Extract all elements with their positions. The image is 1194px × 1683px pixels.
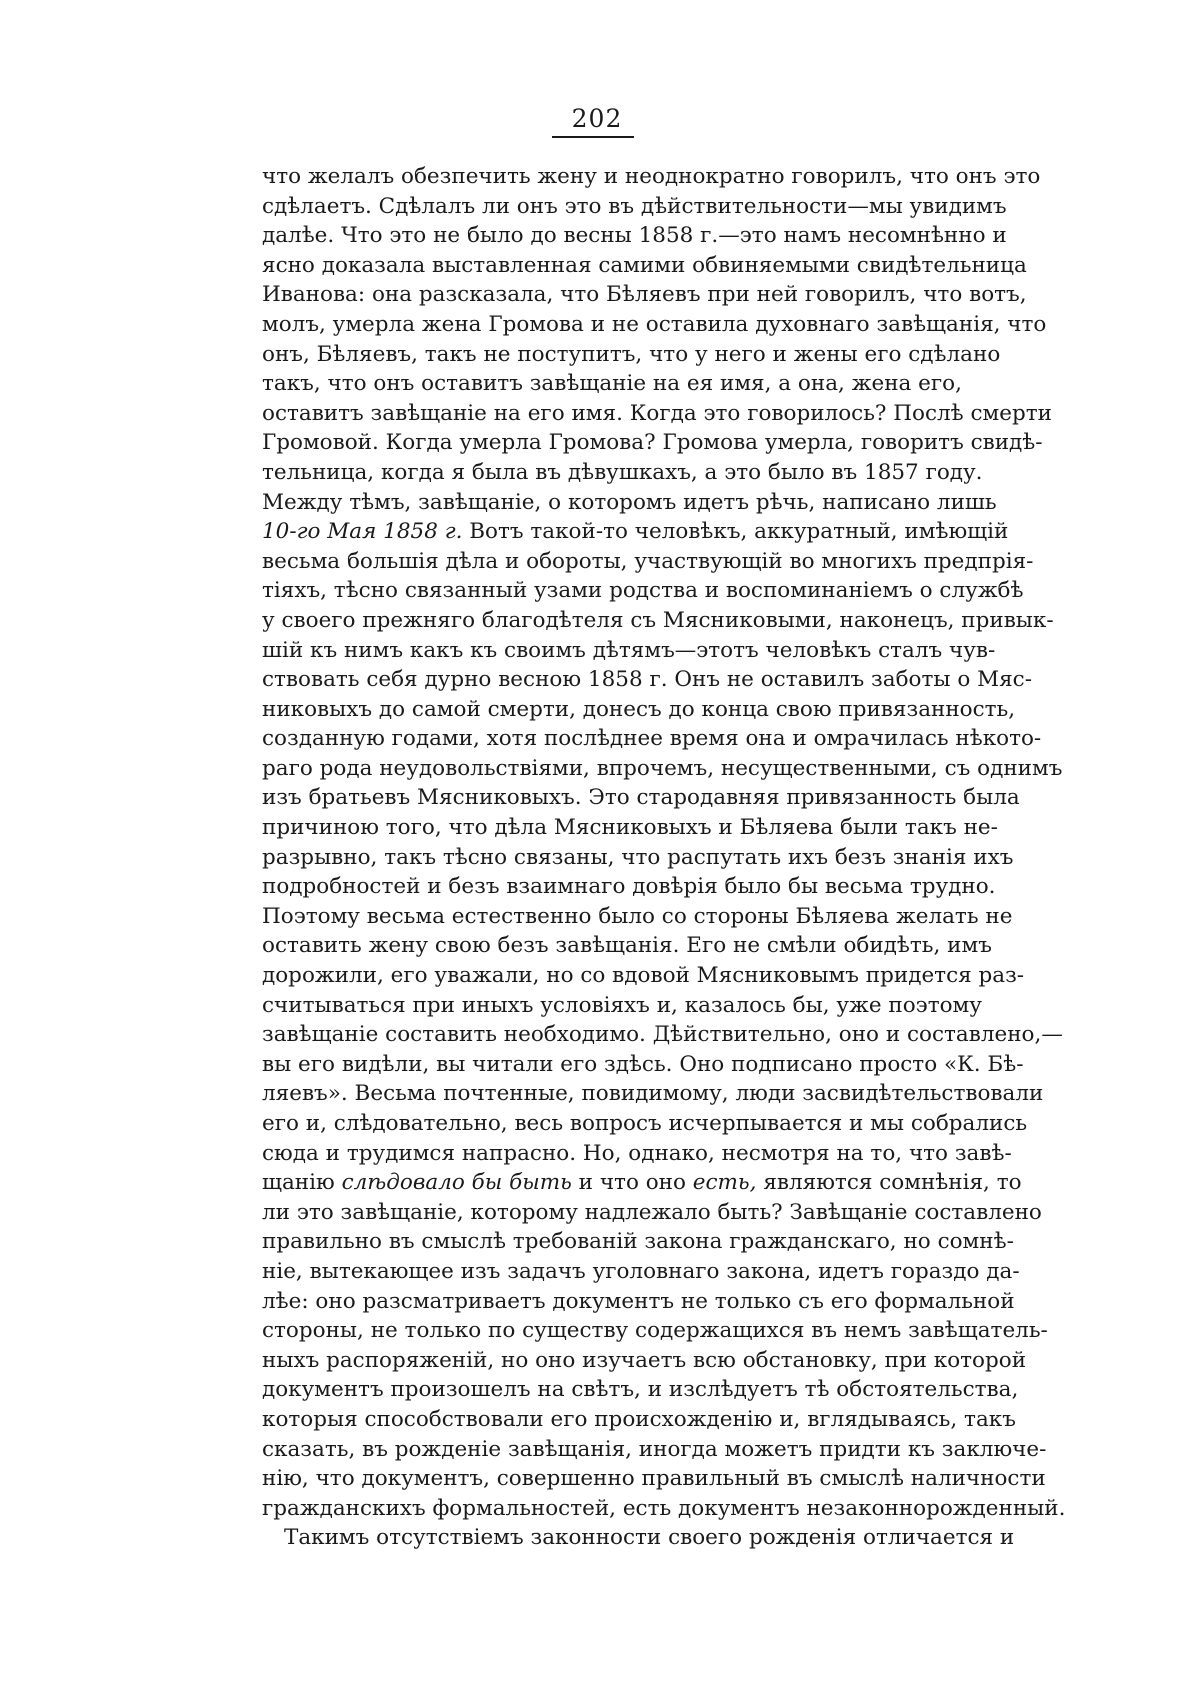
text-line: которыя способствовали его происхожденію и, вглядываясь, такъ [262, 1406, 1016, 1432]
text-line: Иванова: она разсказала, что Бѣляевъ при ней говорилъ, что вотъ, [262, 282, 1027, 308]
text-line: такъ, что онъ оставитъ завѣщаніе на ея имя, а она, жена его, [262, 371, 962, 397]
text-line: ляевъ». Весьма почтенные, повидимому, люди засвидѣтельствовали [262, 1081, 1044, 1107]
text-line: ныхъ распоряженій, но оно изучаетъ всю обстановку, при которой [262, 1347, 1027, 1373]
text-line: стороны, не только по существу содержащихся въ немъ завѣщатель- [262, 1318, 1048, 1344]
text-line: гражданскихъ формальностей, есть документъ незаконнорожденный. [262, 1495, 1066, 1521]
text-line: шій къ нимъ какъ къ своимъ дѣтямъ—этотъ человѣкъ сталъ чув- [262, 637, 996, 663]
text-line: весьма большія дѣла и обороты, участвующій во многихъ предпрія- [262, 548, 1034, 574]
text-line: правильно въ смыслѣ требованій закона гражданскаго, но сомнѣ- [262, 1229, 1014, 1255]
text-line: тіяхъ, тѣсно связанный узами родства и воспоминаніемъ о службѣ [262, 578, 1024, 604]
text-line: нію, что документъ, совершенно правильный въ смыслѣ наличности [262, 1466, 1046, 1492]
text-line: считываться при иныхъ условіяхъ и, казалось бы, уже поэтому [262, 992, 982, 1018]
text-line: созданную годами, хотя послѣднее время она и омрачилась нѣкото- [262, 726, 1042, 752]
italic-emphasis: есть, [692, 1170, 757, 1196]
text-line: у своего прежняго благодѣтеля съ Мясниковыми, наконецъ, привык- [262, 607, 1054, 633]
text-line: сказать, въ рожденіе завѣщанія, иногда можетъ придти къ заключе- [262, 1436, 1047, 1462]
text-line: завѣщаніе составить необходимо. Дѣйствительно, оно и составлено,— [262, 1022, 1063, 1048]
text-line: вы его видѣли, вы читали его здѣсь. Оно подписано просто «К. Бѣ- [262, 1051, 1024, 1077]
text-line: ствовать себя дурно весною 1858 г. Онъ не оставилъ заботы о Мяс- [262, 667, 1032, 693]
text-line: документъ произошелъ на свѣтъ, и изслѣдуетъ тѣ обстоятельства, [262, 1377, 1019, 1403]
text-line: подробностей и безъ взаимнаго довѣрія было бы весьма трудно. [262, 874, 996, 900]
text-line: Такимъ отсутствіемъ законности своего рожденія отличается и [284, 1525, 1015, 1551]
text-line: что желалъ обезпечить жену и неоднократно говорилъ, что онъ это [262, 164, 1041, 189]
text-line: разрывно, такъ тѣсно связаны, что распутать ихъ безъ знанія ихъ [262, 844, 1014, 870]
text-line: никовыхъ до самой смерти, донесъ до конца свою привязанность, [262, 696, 1016, 722]
text-line: оставить жену свою безъ завѣщанія. Его не смѣли обидѣть, имъ [262, 933, 992, 959]
text-line: молъ, умерла жена Громова и не оставила духовнаго завѣщанія, что [262, 311, 1047, 337]
text-line: оставитъ завѣщаніе на его имя. Когда это говорилось? Послѣ смерти [262, 400, 1052, 426]
text-line: онъ, Бѣляевъ, такъ не поступитъ, что у него и жены его сдѣлано [262, 341, 1001, 367]
text-line: ніе, вытекающее изъ задачъ уголовнаго закона, идетъ гораздо да- [262, 1258, 1020, 1284]
text-line: ли это завѣщаніе, которому надлежало быть? Завѣщаніе составлено [262, 1199, 1042, 1225]
text-line: дорожили, его уважали, но со вдовой Мясниковымъ придется раз- [262, 963, 1025, 989]
italic-emphasis: 10-го Мая 1858 г. [262, 519, 463, 545]
text-line: изъ братьевъ Мясниковыхъ. Это стародавняя привязанность была [262, 785, 1020, 811]
body-text [262, 162, 1066, 1553]
text-line: Громовой. Когда умерла Громова? Громова умерла, говоритъ свидѣ- [262, 430, 1043, 456]
text-line: щанію слѣдовало бы быть и что оно есть, являются сомнѣнія, то [262, 1170, 1022, 1196]
page-number: 202 [571, 104, 623, 133]
text-line: 10-го Мая 1858 г. Вотъ такой-то человѣкъ, аккуратный, имѣющій [262, 519, 1009, 545]
text-line: сдѣлаетъ. Сдѣлалъ ли онъ это въ дѣйствительности—мы увидимъ [262, 193, 1007, 219]
text-line: далѣе. Что это не было до весны 1858 г.—это намъ несомнѣнно и [262, 223, 1007, 249]
text-line: его и, слѣдовательно, весь вопросъ исчерпывается и мы собрались [262, 1111, 1028, 1136]
text-line: причиною того, что дѣла Мясниковыхъ и Бѣляева были такъ не- [262, 815, 998, 841]
text-line: тельница, когда я была въ дѣвушкахъ, а это было въ 1857 году. [262, 459, 983, 485]
text-line: ясно доказала выставленная самими обвиняемыми свидѣтельница [262, 252, 1027, 278]
text-line: лѣе: оно разсматриваетъ документъ не только съ его формальной [262, 1288, 1015, 1314]
text-line: сюда и трудимся напрасно. Но, однако, несмотря на то, что завѣ- [262, 1140, 1012, 1166]
italic-emphasis: слѣдовало бы быть [341, 1170, 572, 1196]
page-number-underline [552, 136, 634, 138]
text-line: раго рода неудовольствіями, впрочемъ, несущественными, съ однимъ [262, 755, 1063, 781]
text-line: Между тѣмъ, завѣщаніе, о которомъ идетъ рѣчь, написано лишь [262, 489, 997, 515]
text-line: Поэтому весьма естественно было со стороны Бѣляева желать не [262, 903, 1013, 929]
